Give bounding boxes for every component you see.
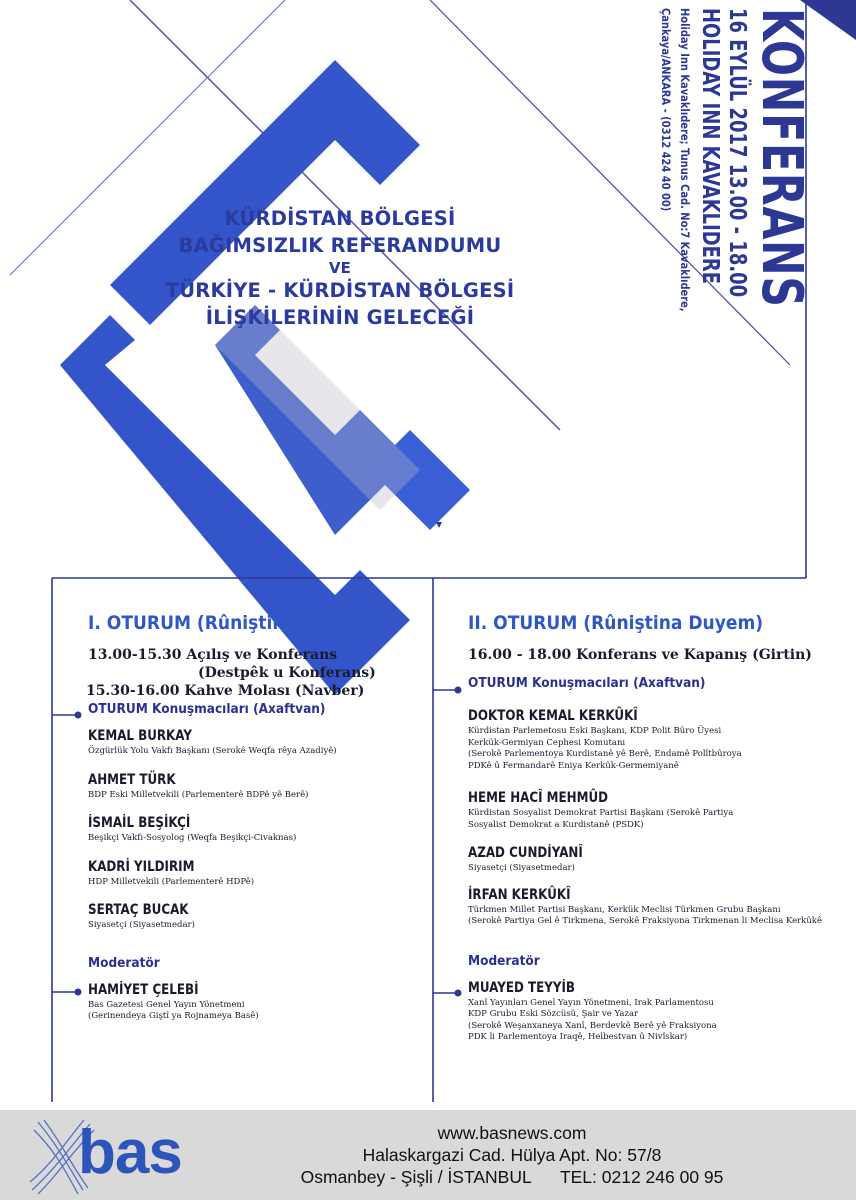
- moderator-desc: Xanî Yayınları Genel Yayın Yönetmeni, Irak Parlamentosu: [468, 997, 714, 1008]
- moderator-name: MUAYED TEYYİB: [468, 979, 575, 996]
- speaker: [88, 726, 423, 758]
- speaker-desc: Türkmen Millet Partisi Başkanı, Kerkük Meclisi Türkmen Grubu Başkanı: [468, 904, 781, 915]
- footer-website[interactable]: www.basnews.com: [437, 1123, 587, 1143]
- moderator-desc: Bas Gazetesi Genel Yayın Yönetmeni: [88, 999, 245, 1010]
- conference-heading: KONFERANS: [749, 8, 814, 308]
- speakers-list: [88, 726, 423, 932]
- footer-phone: TEL: 0212 246 00 95: [559, 1167, 724, 1187]
- speaker-desc: Beşikçi Vakfı-Sosyolog (Weqfa Beşikçi-Civaknas): [88, 833, 297, 843]
- speaker-desc: Kürdistan Parlemetosu Eski Başkanı, KDP Polit Büro Üyesi: [468, 726, 722, 736]
- conference-topic: [130, 205, 550, 331]
- footer-address-phone: [232, 1166, 792, 1188]
- speaker-name: KADRİ YILDIRIM: [88, 858, 195, 875]
- speaker-desc: (Serokê Parlementoya Kurdistanê yê Berê, Endamê Polîtbûroya: [468, 749, 742, 759]
- footer: [0, 1110, 856, 1200]
- moderator: [468, 978, 838, 1044]
- speaker-desc: Siyasetçi (Siyasetmedar): [88, 920, 195, 930]
- moderator-heading: Moderatör: [88, 954, 160, 971]
- topic-line: TÜRKİYE - KÜRDİSTAN BÖLGESİ: [165, 279, 515, 302]
- speaker-name: DOKTOR KEMAL KERKÛKÎ: [468, 708, 638, 724]
- topic-line: İLİŞKİLERİNİN GELECEĞİ: [205, 306, 475, 329]
- venue-address-line2: Çankaya/ANKARA - (0312 424 40 00): [659, 8, 673, 212]
- speaker: [88, 813, 423, 845]
- speaker-desc: Kerkük-Germiyan Cephesi Komutanı: [468, 737, 626, 748]
- speaker-name: İRFAN KERKÛKÎ: [468, 886, 571, 903]
- moderator-desc: KDP Grubu Eski Sözcüsü, Şair ve Yazar: [468, 1009, 639, 1019]
- speaker-name: HEME HACÎ MEHMÛD: [468, 790, 608, 806]
- moderator-desc: PDK li Parlementoya Iraqê, Helbestvan û Nivîskar): [468, 1032, 688, 1042]
- footer-address1: Halaskargazi Cad. Hülya Apt. No: 57/8: [362, 1145, 662, 1165]
- speaker: [468, 885, 838, 928]
- conference-date-time: 16 EYLÜL 2017 13.00 - 18.00: [724, 8, 750, 298]
- conference-venue: HOLIDAY INN KAVAKLIDERE: [697, 8, 723, 284]
- session-1-title: I. OTURUM (Rûniştina Yekem): [88, 612, 373, 634]
- speaker-name: KEMAL BURKAY: [88, 728, 192, 744]
- speaker-desc: Özgürlük Yolu Vakfı Başkanı (Serokê Weqfa rêya Azadiyê): [88, 746, 337, 756]
- speaker: [88, 900, 423, 932]
- speaker-desc: Siyasetçi (Siyasetmedar): [468, 863, 575, 873]
- schedule-line: 13.00-15.30 Açılış ve Konferans: [88, 647, 338, 663]
- session-2-title: II. OTURUM (Rûniştina Duyem): [468, 612, 764, 634]
- schedule-line: (Destpêk u Konferans): [198, 665, 376, 681]
- speaker-name: AHMET TÜRK: [88, 771, 176, 788]
- speaker: [468, 843, 838, 875]
- venue-address-line1: Holiday Inn Kavaklıdere; Tunus Cad. No:7 Kavaklıdere,: [678, 8, 692, 312]
- topic-line: BAĞIMSIZLIK REFERANDUMU: [178, 234, 502, 257]
- session-1-schedule: [88, 646, 423, 700]
- speaker-desc: PDKê û Fermandarê Eniya Kerkûk-Germemiyanê: [468, 760, 679, 771]
- footer-contact: [232, 1122, 792, 1188]
- speaker-desc: HDP Milletvekili (Parlementerê HDPê): [88, 876, 255, 887]
- moderator-desc: (Gerinendeya Giştî ya Rojnameya Basê): [88, 1011, 259, 1021]
- speaker: [88, 857, 423, 889]
- speaker: [88, 770, 423, 802]
- session-2-schedule: [468, 646, 838, 664]
- footer-address2: Osmanbey - Şişli / İSTANBUL: [300, 1167, 532, 1187]
- moderator-name: HAMİYET ÇELEBİ: [88, 981, 199, 998]
- speaker: [468, 788, 838, 831]
- speakers-list: [468, 706, 838, 928]
- session-1: [88, 610, 423, 1023]
- speaker-name: İSMAİL BEŞİKÇİ: [88, 815, 191, 831]
- speaker: [468, 706, 838, 772]
- topic-line: KÜRDİSTAN BÖLGESİ: [224, 207, 456, 230]
- schedule-line: 15.30-16.00 Kahve Molası (Navber): [86, 683, 365, 699]
- speaker-desc: (Serokê Partiya Gel ê Tirkmena, Serokê Fraksiyona Tirkmenan li Meclisa Kerkûkê: [468, 916, 822, 926]
- session-2: [468, 610, 838, 1044]
- topic-line: VE: [328, 259, 352, 277]
- speaker-desc: Sosyalist Demokrat a Kurdistanê (PSDK): [468, 819, 644, 830]
- speaker-name: SERTAÇ BUCAK: [88, 902, 189, 918]
- moderator-desc: (Serokê Weşanxaneya Xanî, Berdevkê Berê yê Fraksiyona: [468, 1020, 717, 1031]
- speakers-heading: OTURUM Konuşmacıları (Axaftvan): [88, 701, 326, 717]
- speaker-desc: Kürdistan Sosyalist Demokrat Partisi Başkanı (Serokê Partiya: [468, 808, 734, 818]
- conference-title-block: [560, 8, 814, 438]
- speaker-name: AZAD CUNDİYANÎ: [468, 845, 583, 861]
- moderator-heading: Moderatör: [468, 952, 540, 969]
- schedule-line: 16.00 - 18.00 Konferans ve Kapanış (Girtin): [468, 647, 812, 663]
- moderator: [88, 980, 423, 1023]
- bas-logo-text: bas: [78, 1118, 182, 1187]
- speaker-desc: BDP Eski Milletvekili (Parlementerê BDPê yê Berê): [88, 789, 309, 800]
- speakers-heading: OTURUM Konuşmacıları (Axaftvan): [468, 675, 706, 691]
